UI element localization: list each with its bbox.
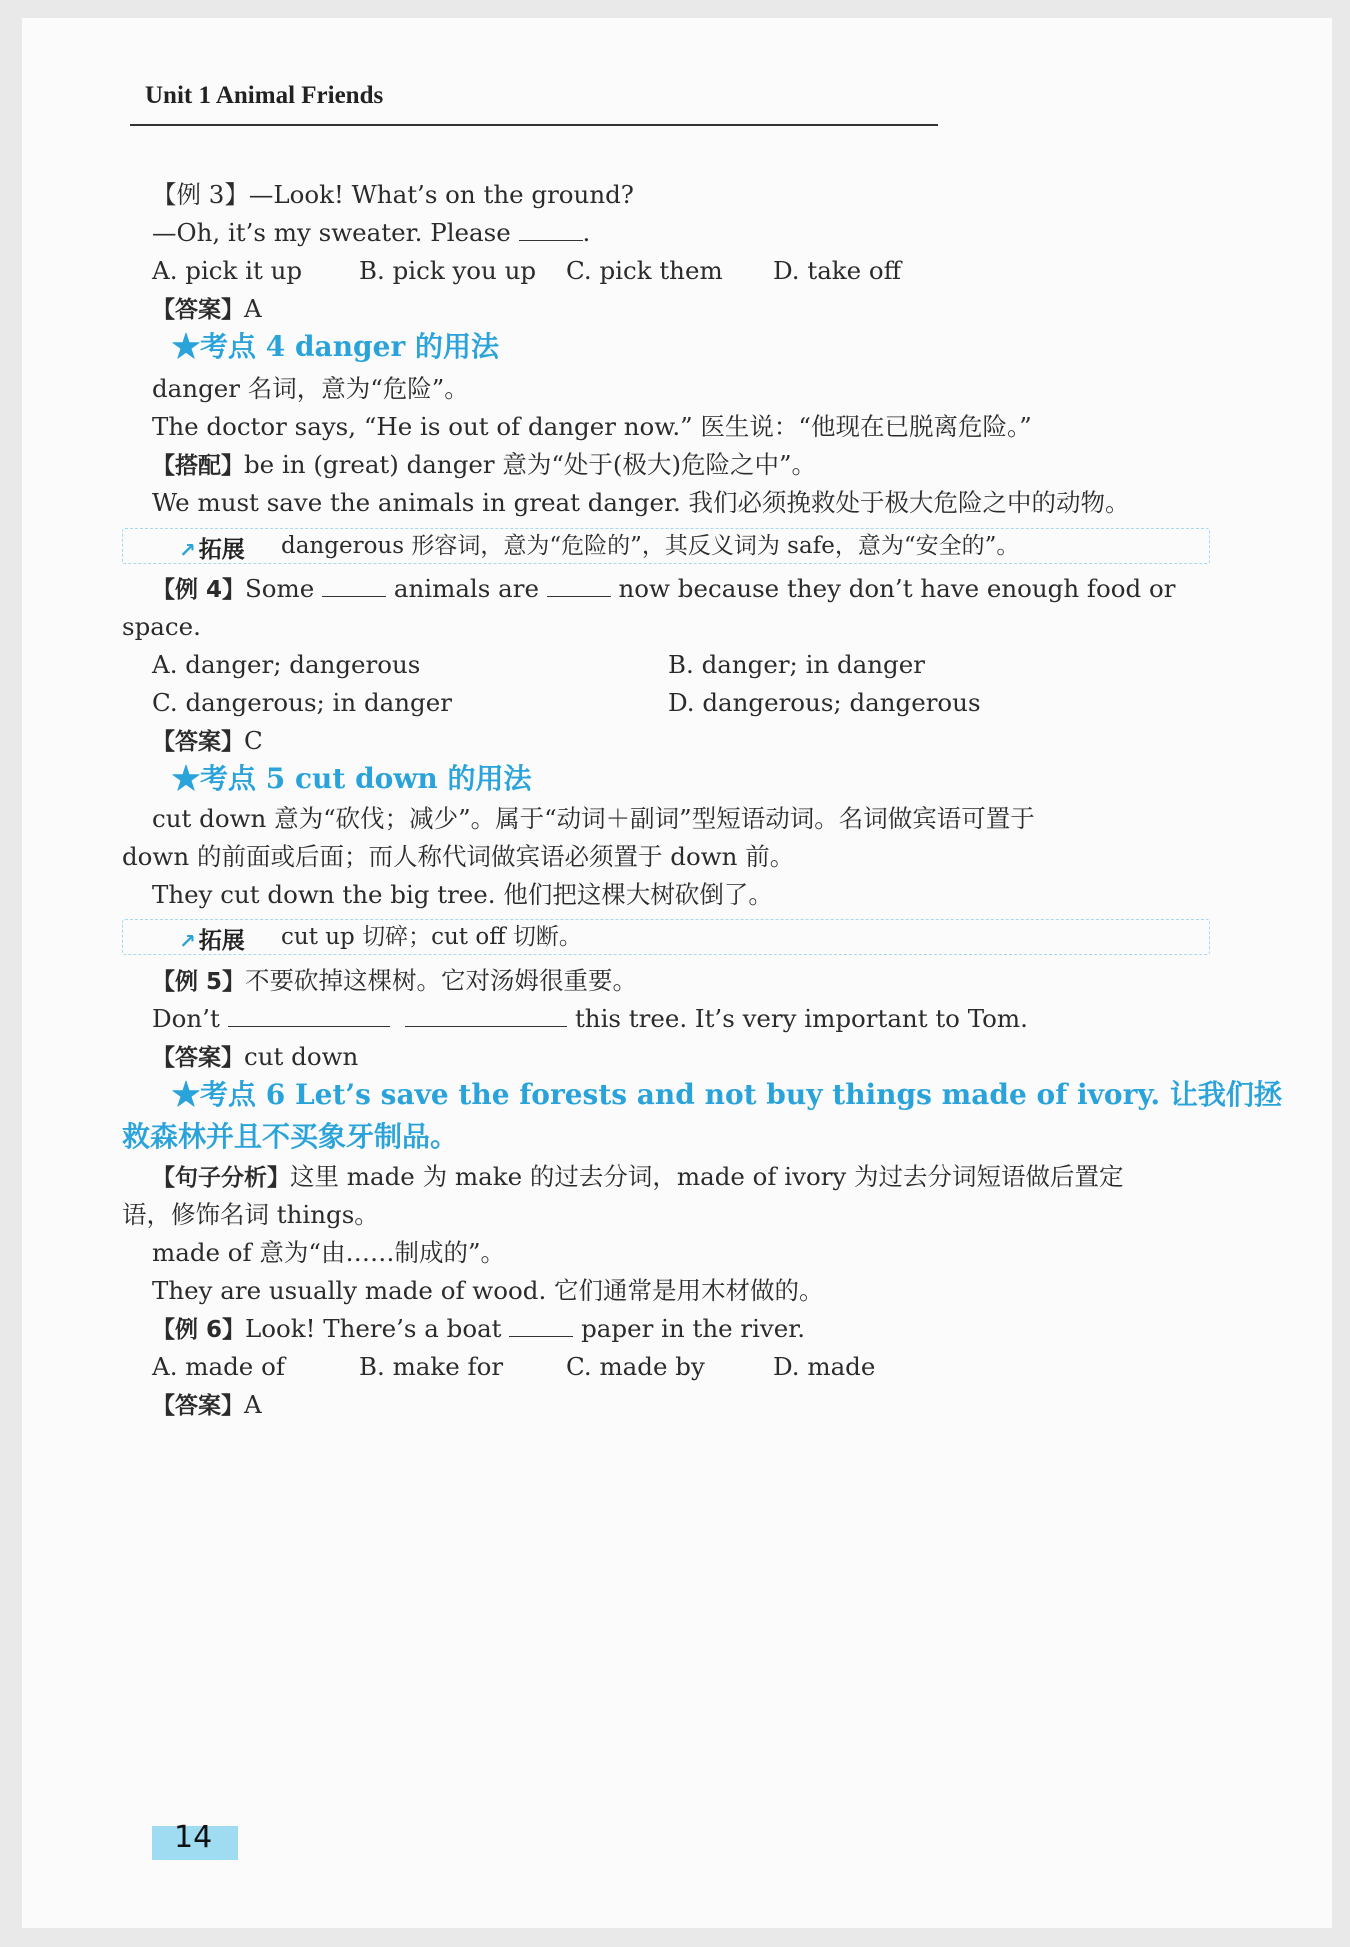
page-number-tab	[152, 1820, 238, 1860]
option-b[interactable]: B. danger; in danger	[668, 650, 925, 679]
answer-label: 【答案】	[152, 1045, 244, 1071]
example-4-question	[152, 572, 1175, 607]
extension-box-2	[122, 919, 1210, 955]
example-5-text: 不要砍掉这棵树。它对汤姆很重要。	[245, 966, 638, 995]
answer-blank[interactable]	[322, 576, 386, 597]
option-a[interactable]: A. made of	[152, 1352, 285, 1381]
key-point-4-collocation	[152, 448, 816, 483]
example-4-text-c: now because they don’t have enough food or	[610, 574, 1176, 603]
header-rule	[130, 124, 938, 126]
example-3-answer	[152, 292, 262, 327]
key-point-5-line-2: They cut down the big tree. 他们把这棵大树砍倒了。	[152, 880, 773, 909]
answer-blank[interactable]	[228, 1006, 390, 1027]
answer-blank[interactable]	[519, 220, 583, 241]
key-point-5-title: ★考点 5 cut down 的用法	[172, 762, 532, 795]
example-4-question-cont: space.	[122, 612, 201, 641]
example-3-line-1: 【例 3】—Look! What’s on the ground?	[152, 180, 634, 209]
example-3-period: .	[582, 218, 591, 247]
example-4-text-b: animals are	[386, 574, 547, 603]
example-3-line-2	[152, 216, 590, 250]
option-c[interactable]: C. pick them	[566, 256, 723, 285]
collocation-label: 【搭配】	[152, 453, 244, 479]
key-point-6-line-2: made of 意为“由……制成的”。	[152, 1238, 505, 1267]
key-point-4-line-4: We must save the animals in great danger. 我们必须挽救处于极大危险之中的动物。	[152, 488, 1130, 517]
example-4-text-a: Some	[245, 574, 323, 603]
extension-icon: ↗	[179, 929, 196, 953]
example-label: 【例 4】	[152, 577, 246, 603]
answer-blank[interactable]	[509, 1316, 573, 1337]
example-5-text-b: this tree. It’s very important to Tom.	[567, 1004, 1028, 1033]
example-6-text-a: Look! There’s a boat	[245, 1314, 510, 1343]
key-point-6-title-cont: 救森林并且不买象牙制品。	[122, 1120, 459, 1153]
example-5-question	[152, 964, 637, 999]
option-c[interactable]: C. dangerous; in danger	[152, 688, 452, 717]
example-5-answer	[152, 1040, 358, 1075]
key-point-4-line-1: danger 名词，意为“危险”。	[152, 374, 469, 403]
option-d[interactable]: D. made	[773, 1352, 876, 1381]
example-3-question	[152, 178, 634, 212]
example-4-answer	[152, 724, 263, 759]
answer-value: A	[244, 294, 262, 323]
extension-box-1	[122, 528, 1210, 564]
answer-blank[interactable]	[405, 1006, 567, 1027]
extension-tag	[179, 531, 245, 564]
option-a[interactable]: A. danger; dangerous	[152, 650, 421, 679]
example-6-text-b: paper in the river.	[573, 1314, 806, 1343]
example-3-text: —Oh, it’s my sweater. Please	[152, 218, 519, 247]
key-point-6-analysis	[152, 1160, 1124, 1195]
example-5-text-a: Don’t	[152, 1004, 228, 1033]
example-6-answer	[152, 1388, 262, 1423]
key-point-5-line-1: cut down 意为“砍伐；减少”。属于“动词＋副词”型短语动词。名词做宾语可置于	[152, 804, 1035, 833]
extension-icon: ↗	[179, 538, 196, 562]
example-label: 【例 6】	[152, 1317, 246, 1343]
extension-text: dangerous 形容词，意为“危险的”，其反义词为 safe，意为“安全的”。	[281, 533, 1020, 559]
extension-label: 拓展	[198, 928, 245, 954]
answer-value: cut down	[244, 1042, 359, 1071]
option-b[interactable]: B. pick you up	[359, 256, 537, 285]
key-point-6-title: ★考点 6 Let’s save the forests and not buy things made of ivory. 让我们拯	[172, 1078, 1282, 1111]
key-point-4-title: ★考点 4 danger 的用法	[172, 330, 499, 363]
answer-label: 【答案】	[152, 1393, 244, 1419]
analysis-label: 【句子分析】	[152, 1165, 290, 1191]
extension-label: 拓展	[198, 537, 245, 563]
answer-blank[interactable]	[547, 576, 611, 597]
answer-value: A	[244, 1390, 262, 1419]
key-point-4-line-2: The doctor says, “He is out of danger now.” 医生说：“他现在已脱离危险。”	[152, 412, 1032, 441]
key-point-6-line-3: They are usually made of wood. 它们通常是用木材做的。	[152, 1276, 824, 1305]
key-point-5-line-1-cont: down 的前面或后面；而人称代词做宾语必须置于 down 前。	[122, 842, 795, 871]
collocation-text: be in (great) danger 意为“处于(极大)危险之中”。	[244, 450, 817, 479]
option-d[interactable]: D. take off	[773, 256, 902, 285]
unit-header: Unit 1 Animal Friends	[145, 82, 384, 109]
example-6-question	[152, 1312, 805, 1347]
option-a[interactable]: A. pick it up	[152, 256, 303, 285]
extension-tag	[179, 922, 245, 955]
option-c[interactable]: C. made by	[566, 1352, 705, 1381]
answer-value: C	[244, 726, 263, 755]
option-d[interactable]: D. dangerous; dangerous	[668, 688, 981, 717]
option-b[interactable]: B. make for	[359, 1352, 504, 1381]
answer-label: 【答案】	[152, 297, 244, 323]
answer-label: 【答案】	[152, 729, 244, 755]
key-point-6-analysis-cont: 语，修饰名词 things。	[122, 1200, 379, 1229]
example-label: 【例 5】	[152, 969, 246, 995]
page-number: 14	[174, 1820, 213, 1855]
analysis-text: 这里 made 为 make 的过去分词，made of ivory 为过去分词短语做后置定	[290, 1162, 1124, 1191]
example-5-line-2	[152, 1002, 1028, 1036]
extension-text: cut up 切碎；cut off 切断。	[281, 924, 582, 950]
